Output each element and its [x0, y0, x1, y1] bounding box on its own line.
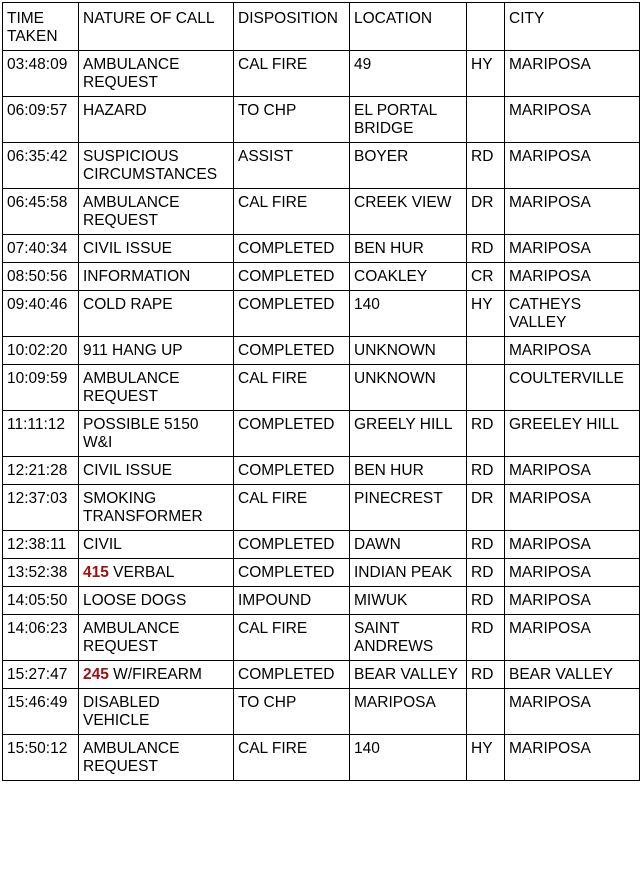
table-row: [3, 235, 640, 263]
table-row: [3, 735, 640, 781]
location-cell: MIWUK: [350, 587, 467, 615]
road-suffix-cell: [467, 689, 505, 735]
nature-text: VERBAL: [108, 564, 175, 581]
road-suffix-cell: HY: [467, 291, 505, 337]
time-cell: 08:50:56: [3, 263, 79, 291]
disposition-cell: COMPLETED: [234, 661, 350, 689]
nature-text: LOOSE DOGS: [83, 592, 187, 609]
table-row: [3, 189, 640, 235]
header-location: LOCATION: [350, 3, 467, 51]
location-cell: EL PORTAL BRIDGE: [350, 97, 467, 143]
disposition-cell: CAL FIRE: [234, 615, 350, 661]
time-cell: 12:37:03: [3, 485, 79, 531]
city-cell: BEAR VALLEY: [505, 661, 640, 689]
nature-text: 911 HANG UP: [83, 342, 183, 359]
city-cell: MARIPOSA: [505, 689, 640, 735]
road-suffix-cell: [467, 337, 505, 365]
table-row: [3, 615, 640, 661]
nature-cell: [79, 365, 234, 411]
location-cell: BOYER: [350, 143, 467, 189]
time-cell: 12:21:28: [3, 457, 79, 485]
nature-cell: [79, 51, 234, 97]
table-row: [3, 263, 640, 291]
location-cell: 49: [350, 51, 467, 97]
road-suffix-cell: DR: [467, 485, 505, 531]
nature-cell: [79, 97, 234, 143]
nature-text: AMBULANCE REQUEST: [83, 56, 180, 91]
time-cell: 07:40:34: [3, 235, 79, 263]
time-cell: 15:50:12: [3, 735, 79, 781]
disposition-cell: COMPLETED: [234, 235, 350, 263]
city-cell: MARIPOSA: [505, 615, 640, 661]
road-suffix-cell: RD: [467, 411, 505, 457]
location-cell: INDIAN PEAK: [350, 559, 467, 587]
nature-cell: [79, 735, 234, 781]
location-cell: BEAR VALLEY: [350, 661, 467, 689]
table-row: [3, 337, 640, 365]
road-suffix-cell: DR: [467, 189, 505, 235]
table-row: [3, 365, 640, 411]
call-log-table: [2, 2, 640, 781]
time-cell: 09:40:46: [3, 291, 79, 337]
road-suffix-cell: CR: [467, 263, 505, 291]
header-time-taken: [3, 3, 79, 51]
disposition-cell: COMPLETED: [234, 559, 350, 587]
location-cell: DAWN: [350, 531, 467, 559]
table-row: [3, 51, 640, 97]
nature-text: CIVIL ISSUE: [83, 462, 173, 479]
nature-cell: [79, 689, 234, 735]
nature-cell: [79, 615, 234, 661]
time-cell: 14:06:23: [3, 615, 79, 661]
time-cell: 14:05:50: [3, 587, 79, 615]
nature-text: W/FIREARM: [108, 666, 202, 683]
table-row: [3, 97, 640, 143]
city-cell: MARIPOSA: [505, 531, 640, 559]
city-cell: MARIPOSA: [505, 189, 640, 235]
time-cell: 15:27:47: [3, 661, 79, 689]
road-suffix-cell: RD: [467, 587, 505, 615]
nature-cell: [79, 337, 234, 365]
header-suffix: [467, 3, 505, 51]
header-time-taken-line1: TIME: [7, 10, 45, 27]
time-cell: 06:09:57: [3, 97, 79, 143]
time-cell: 06:35:42: [3, 143, 79, 189]
location-cell: GREELY HILL: [350, 411, 467, 457]
disposition-cell: CAL FIRE: [234, 485, 350, 531]
city-cell: MARIPOSA: [505, 337, 640, 365]
nature-text: AMBULANCE REQUEST: [83, 370, 180, 405]
city-cell: MARIPOSA: [505, 485, 640, 531]
city-cell: MARIPOSA: [505, 457, 640, 485]
nature-text: CIVIL: [83, 536, 122, 553]
header-city: CITY: [505, 3, 640, 51]
table-row: [3, 485, 640, 531]
header-nature-of-call: NATURE OF CALL: [79, 3, 234, 51]
table-row: [3, 689, 640, 735]
nature-text: SUSPICIOUS CIRCUMSTANCES: [83, 148, 218, 183]
time-cell: 13:52:38: [3, 559, 79, 587]
header-disposition: DISPOSITION: [234, 3, 350, 51]
nature-text: AMBULANCE REQUEST: [83, 740, 180, 775]
city-cell: MARIPOSA: [505, 97, 640, 143]
road-suffix-cell: RD: [467, 235, 505, 263]
location-cell: SAINT ANDREWS: [350, 615, 467, 661]
table-row: [3, 457, 640, 485]
nature-cell: [79, 411, 234, 457]
city-cell: MARIPOSA: [505, 51, 640, 97]
road-suffix-cell: [467, 97, 505, 143]
location-cell: BEN HUR: [350, 457, 467, 485]
disposition-cell: TO CHP: [234, 97, 350, 143]
city-cell: MARIPOSA: [505, 587, 640, 615]
time-cell: 12:38:11: [3, 531, 79, 559]
time-cell: 15:46:49: [3, 689, 79, 735]
location-cell: COAKLEY: [350, 263, 467, 291]
nature-cell: [79, 587, 234, 615]
table-row: [3, 291, 640, 337]
nature-cell: [79, 531, 234, 559]
location-cell: UNKNOWN: [350, 337, 467, 365]
disposition-cell: TO CHP: [234, 689, 350, 735]
city-cell: CATHEYS VALLEY: [505, 291, 640, 337]
road-suffix-cell: RD: [467, 457, 505, 485]
nature-text: AMBULANCE REQUEST: [83, 620, 180, 655]
nature-cell: [79, 291, 234, 337]
nature-cell: [79, 143, 234, 189]
city-cell: COULTERVILLE: [505, 365, 640, 411]
nature-text: AMBULANCE REQUEST: [83, 194, 180, 229]
nature-cell: [79, 661, 234, 689]
road-suffix-cell: RD: [467, 531, 505, 559]
road-suffix-cell: RD: [467, 559, 505, 587]
disposition-cell: COMPLETED: [234, 263, 350, 291]
road-suffix-cell: [467, 365, 505, 411]
nature-text: INFORMATION: [83, 268, 191, 285]
nature-text: CIVIL ISSUE: [83, 240, 173, 257]
nature-text: HAZARD: [83, 102, 147, 119]
location-cell: BEN HUR: [350, 235, 467, 263]
table-row: [3, 531, 640, 559]
location-cell: 140: [350, 291, 467, 337]
nature-cell: [79, 189, 234, 235]
nature-text: COLD RAPE: [83, 296, 173, 313]
nature-cell: [79, 559, 234, 587]
road-suffix-cell: HY: [467, 51, 505, 97]
penal-code-badge: 415: [83, 564, 109, 581]
city-cell: MARIPOSA: [505, 735, 640, 781]
disposition-cell: ASSIST: [234, 143, 350, 189]
nature-cell: [79, 263, 234, 291]
nature-cell: [79, 457, 234, 485]
table-row: [3, 559, 640, 587]
time-cell: 10:02:20: [3, 337, 79, 365]
header-time-taken-line2: TAKEN: [7, 28, 58, 45]
location-cell: 140: [350, 735, 467, 781]
penal-code-badge: 245: [83, 666, 109, 683]
disposition-cell: COMPLETED: [234, 291, 350, 337]
location-cell: MARIPOSA: [350, 689, 467, 735]
city-cell: MARIPOSA: [505, 235, 640, 263]
location-cell: CREEK VIEW: [350, 189, 467, 235]
city-cell: GREELEY HILL: [505, 411, 640, 457]
location-cell: PINECREST: [350, 485, 467, 531]
disposition-cell: CAL FIRE: [234, 365, 350, 411]
time-cell: 03:48:09: [3, 51, 79, 97]
call-log-body: [3, 51, 640, 781]
nature-cell: [79, 485, 234, 531]
city-cell: MARIPOSA: [505, 559, 640, 587]
table-row: [3, 411, 640, 457]
disposition-cell: IMPOUND: [234, 587, 350, 615]
time-cell: 10:09:59: [3, 365, 79, 411]
disposition-cell: CAL FIRE: [234, 51, 350, 97]
disposition-cell: COMPLETED: [234, 337, 350, 365]
city-cell: MARIPOSA: [505, 263, 640, 291]
disposition-cell: COMPLETED: [234, 411, 350, 457]
disposition-cell: CAL FIRE: [234, 735, 350, 781]
location-cell: UNKNOWN: [350, 365, 467, 411]
disposition-cell: CAL FIRE: [234, 189, 350, 235]
table-row: [3, 661, 640, 689]
nature-text: POSSIBLE 5150 W&I: [83, 416, 199, 451]
time-cell: 06:45:58: [3, 189, 79, 235]
road-suffix-cell: RD: [467, 615, 505, 661]
nature-text: SMOKING TRANSFORMER: [83, 490, 203, 525]
table-row: [3, 587, 640, 615]
disposition-cell: COMPLETED: [234, 531, 350, 559]
nature-cell: [79, 235, 234, 263]
header-row: [3, 3, 640, 51]
city-cell: MARIPOSA: [505, 143, 640, 189]
road-suffix-cell: RD: [467, 661, 505, 689]
table-row: [3, 143, 640, 189]
road-suffix-cell: HY: [467, 735, 505, 781]
time-cell: 11:11:12: [3, 411, 79, 457]
road-suffix-cell: RD: [467, 143, 505, 189]
nature-text: DISABLED VEHICLE: [83, 694, 160, 729]
disposition-cell: COMPLETED: [234, 457, 350, 485]
